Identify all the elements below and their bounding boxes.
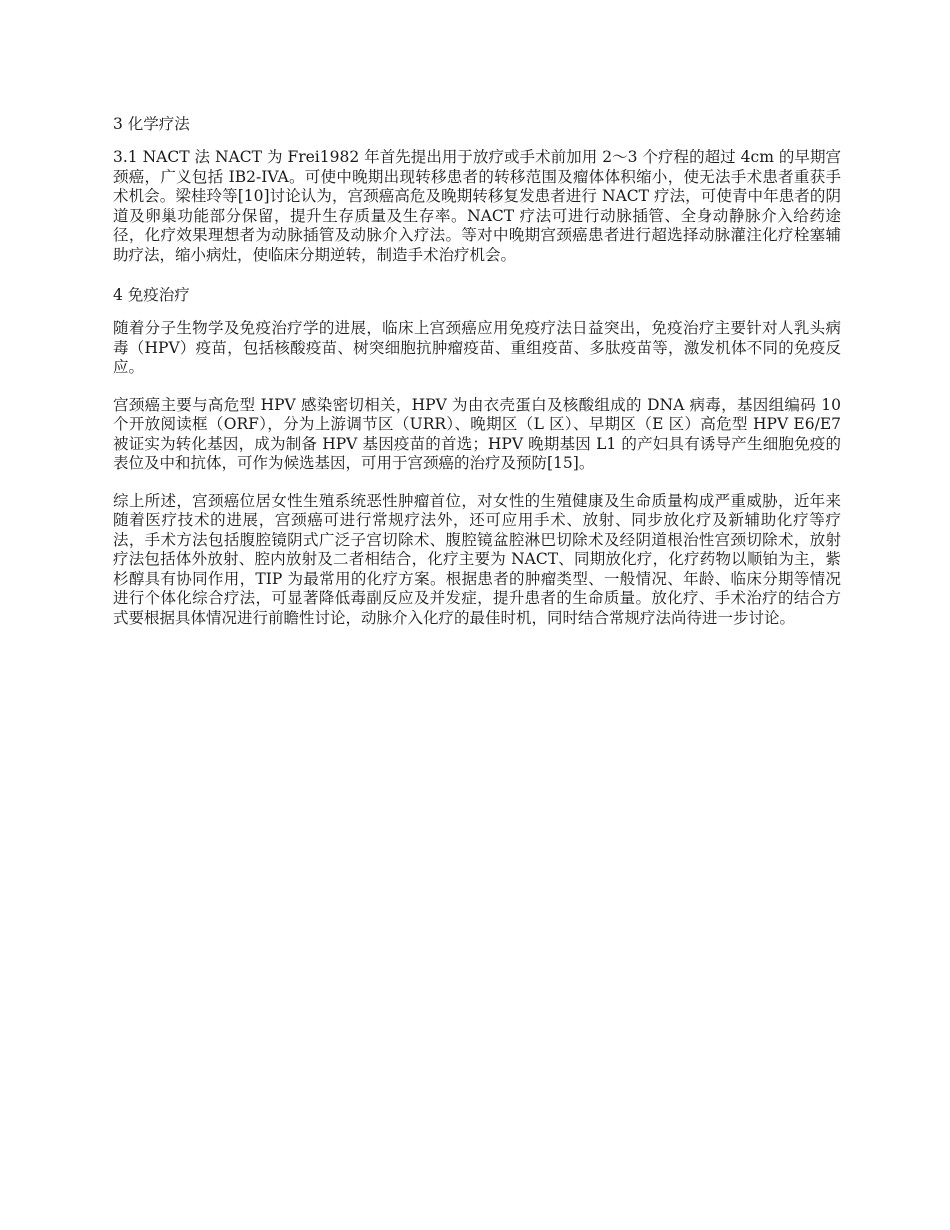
paragraph-nact: 3.1 NACT 法 NACT 为 Frei1982 年首先提出用于放疗或手术前加用 2～3 个疗程的超过 4cm 的早期宫颈癌，广义包括 IB2-IVA。可使中晚期出现转移患者的转移范围及瘤体体积缩小，使无法手术患者重获手术机会。梁桂玲等[10]讨论认为，宫颈癌高危及晚期转移复发患者进行 NACT 疗法，可使青中年患者的阴道及卵巢功能部分保留，提升生存质量及生存率。NACT 疗法可进行动脉插管、全身动静脉介入给药途径，化疗效果理想者为动脉插管及动脉介入疗法。等对中晚期宫颈癌患者进行超选择动脉灌注化疗栓塞辅助疗法，缩小病灶，使临床分期逆转，制造手术治疗机会。 [113, 148, 841, 264]
document-page [113, 112, 841, 646]
section-heading-immunotherapy: 4 免疫治疗 [113, 286, 190, 304]
paragraph-hpv: 宫颈癌主要与高危型 HPV 感染密切相关，HPV 为由衣壳蛋白及核酸组成的 DNA 病毒，基因组编码 10 个开放阅读框（ORF），分为上游调节区（URR）、晚期区（L 区）、早期区（E 区）高危型 HPV E6/E7 被证实为转化基因，成为制备 HPV 基因疫苗的首选；HPV 晚期基因 L1 的产妇具有诱导产生细胞免疫的表位及中和抗体，可作为候选基因，可用于宫颈癌的治疗及预防[15]。 [113, 395, 841, 472]
section-heading-chemotherapy: 3 化学疗法 [113, 115, 190, 133]
paragraph-immunotherapy-intro: 随着分子生物学及免疫治疗学的进展，临床上宫颈癌应用免疫疗法日益突出，免疫治疗主要针对人乳头病毒（HPV）疫苗，包括核酸疫苗、树突细胞抗肿瘤疫苗、重组疫苗、多肽疫苗等，激发机体不同的免疫反应。 [113, 319, 841, 376]
paragraph-conclusion: 综上所述，宫颈癌位居女性生殖系统恶性肿瘤首位，对女性的生殖健康及生命质量构成严重威胁，近年来随着医疗技术的进展，宫颈癌可进行常规疗法外，还可应用手术、放射、同步放化疗及新辅助化疗等疗法，手术方法包括腹腔镜阴式广泛子宫切除术、腹腔镜盆腔淋巴切除术及经阴道根治性宫颈切除术，放射疗法包括体外放射、腔内放射及二者相结合，化疗主要为 NACT、同期放化疗，化疗药物以顺铂为主，紫杉醇具有协同作用，TIP 为最常用的化疗方案。根据患者的肿瘤类型、一般情况、年龄、临床分期等情况进行个体化综合疗法，可显著降低毒副反应及并发症，提升患者的生命质量。放化疗、手术治疗的结合方式要根据具体情况进行前瞻性讨论，动脉介入化疗的最佳时机，同时结合常规疗法尚待进一步讨论。 [113, 491, 841, 627]
